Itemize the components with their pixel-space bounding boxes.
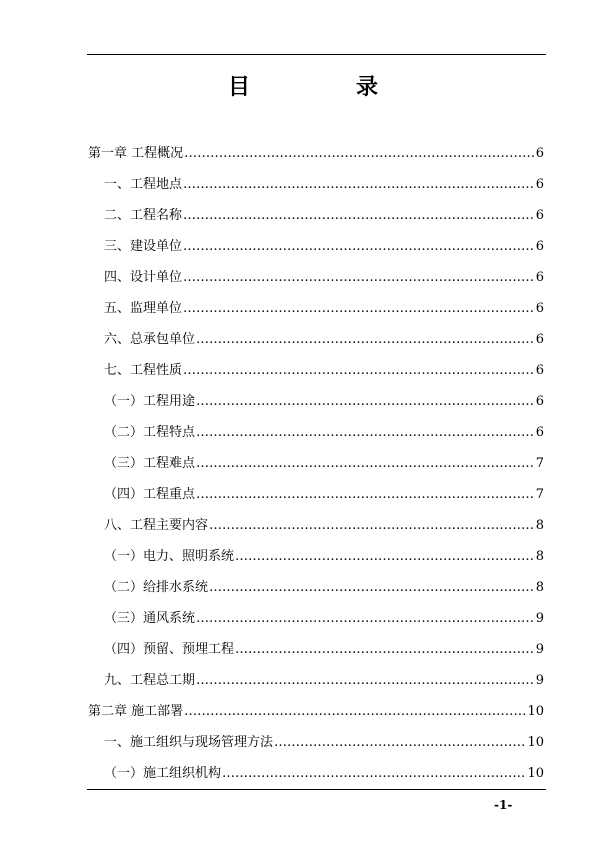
- toc-entry-label: 九、工程总工期: [104, 673, 196, 688]
- toc-entry[interactable]: [88, 324, 544, 355]
- toc-leader-dots: [235, 634, 535, 665]
- toc-entry-page: 8: [535, 549, 544, 564]
- toc-entry-page: 10: [527, 735, 544, 750]
- toc-leader-dots: [222, 758, 526, 789]
- toc-entry-label: （一）电力、照明系统: [104, 549, 235, 564]
- toc-entry[interactable]: [88, 138, 544, 169]
- toc-leader-dots: [183, 200, 535, 231]
- toc-entry-page: 6: [535, 208, 544, 223]
- toc-entry-page: 6: [535, 425, 544, 440]
- toc-entry-page: 6: [535, 146, 544, 161]
- toc-entry-label: （二）工程特点: [104, 425, 196, 440]
- toc-entry-page: 6: [535, 301, 544, 316]
- toc-leader-dots: [183, 293, 535, 324]
- toc-entry[interactable]: [88, 727, 544, 758]
- toc-entry-label: 第一章 工程概况: [88, 146, 184, 161]
- toc-entry[interactable]: [88, 696, 544, 727]
- toc-leader-dots: [183, 355, 535, 386]
- toc-entry-label: 第二章 施工部署: [88, 704, 184, 719]
- toc-entry-page: 8: [535, 518, 544, 533]
- footer-rule: [87, 789, 546, 790]
- toc-leader-dots: [196, 448, 535, 479]
- toc-entry[interactable]: [88, 665, 544, 696]
- toc-entry-label: 五、监理单位: [104, 301, 183, 316]
- toc-entry-page: 6: [535, 270, 544, 285]
- toc-entry[interactable]: [88, 293, 544, 324]
- toc-leader-dots: [184, 138, 535, 169]
- toc-entry-page: 7: [535, 456, 544, 471]
- page-number: -1-: [494, 798, 513, 812]
- toc-entry-label: 二、工程名称: [104, 208, 183, 223]
- toc-leader-dots: [196, 603, 535, 634]
- toc-leader-dots: [183, 231, 535, 262]
- toc-entry-label: （一）施工组织机构: [104, 766, 222, 781]
- toc-entry-page: 9: [535, 642, 544, 657]
- toc-leader-dots: [196, 479, 535, 510]
- toc-entry-page: 9: [535, 673, 544, 688]
- title-char-1: 目: [228, 75, 251, 100]
- toc-entry[interactable]: [88, 169, 544, 200]
- toc-leader-dots: [183, 262, 535, 293]
- toc-leader-dots: [183, 169, 535, 200]
- toc-entry-page: 6: [535, 177, 544, 192]
- toc-entry-page: 6: [535, 239, 544, 254]
- toc-leader-dots: [196, 386, 535, 417]
- toc-entry-page: 8: [535, 580, 544, 595]
- toc-entry[interactable]: [88, 634, 544, 665]
- toc-entry-page: 10: [527, 704, 544, 719]
- toc-entry-label: （三）通风系统: [104, 611, 196, 626]
- toc-entry-label: （四）预留、预埋工程: [104, 642, 235, 657]
- toc-entry-page: 6: [535, 394, 544, 409]
- toc-entry-page: 6: [535, 332, 544, 347]
- toc-leader-dots: [196, 324, 535, 355]
- title-char-2: 录: [356, 75, 379, 100]
- header-rule: [87, 54, 546, 55]
- toc-entry-label: 一、工程地点: [104, 177, 183, 192]
- toc-entry-label: 三、建设单位: [104, 239, 183, 254]
- toc-entry-label: （二）给排水系统: [104, 580, 209, 595]
- toc-entry[interactable]: [88, 603, 544, 634]
- table-of-contents: [88, 138, 544, 789]
- toc-entry[interactable]: [88, 200, 544, 231]
- toc-entry-label: 四、设计单位: [104, 270, 183, 285]
- toc-entry-label: 七、工程性质: [104, 363, 183, 378]
- toc-entry-label: 八、工程主要内容: [104, 518, 209, 533]
- toc-leader-dots: [196, 417, 535, 448]
- toc-entry[interactable]: [88, 572, 544, 603]
- toc-leader-dots: [184, 696, 526, 727]
- toc-entry-page: 7: [535, 487, 544, 502]
- toc-entry[interactable]: [88, 417, 544, 448]
- toc-leader-dots: [209, 572, 535, 603]
- toc-entry[interactable]: [88, 231, 544, 262]
- toc-entry[interactable]: [88, 448, 544, 479]
- toc-entry[interactable]: [88, 262, 544, 293]
- toc-leader-dots: [274, 727, 526, 758]
- toc-leader-dots: [209, 510, 535, 541]
- toc-entry[interactable]: [88, 758, 544, 789]
- toc-entry[interactable]: [88, 479, 544, 510]
- toc-leader-dots: [235, 541, 535, 572]
- toc-entry[interactable]: [88, 510, 544, 541]
- toc-entry[interactable]: [88, 355, 544, 386]
- toc-entry-label: （一）工程用途: [104, 394, 196, 409]
- toc-entry[interactable]: [88, 386, 544, 417]
- toc-entry-label: 六、总承包单位: [104, 332, 196, 347]
- toc-entry-page: 9: [535, 611, 544, 626]
- toc-entry-label: （四）工程重点: [104, 487, 196, 502]
- toc-entry-page: 6: [535, 363, 544, 378]
- toc-leader-dots: [196, 665, 535, 696]
- toc-entry[interactable]: [88, 541, 544, 572]
- toc-entry-label: 一、施工组织与现场管理方法: [104, 735, 274, 750]
- toc-entry-page: 10: [527, 766, 544, 781]
- toc-entry-label: （三）工程难点: [104, 456, 196, 471]
- page-title: [0, 70, 600, 106]
